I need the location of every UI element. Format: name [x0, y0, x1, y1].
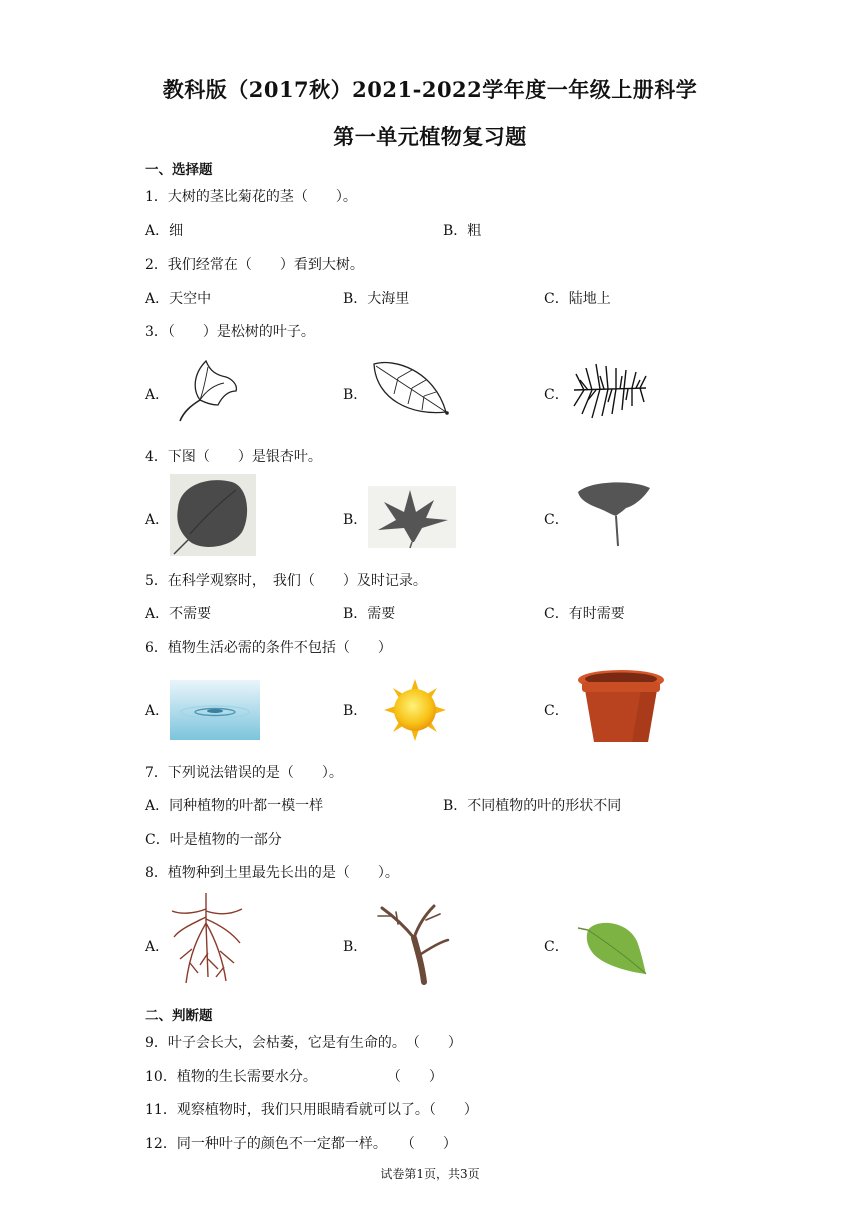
section-heading-choice: 一、选择题 — [145, 162, 213, 178]
option-a: A．细 — [145, 223, 184, 239]
option-b: B． — [343, 703, 368, 719]
judgement-item: 12．同一种叶子的颜色不一定都一样。 （ ） — [145, 1136, 457, 1152]
option-b: B．需要 — [343, 606, 396, 622]
option-c: C．有时需要 — [544, 606, 625, 622]
question-stem: 3．（ ）是松树的叶子。 — [145, 324, 315, 340]
option-b: B．大海里 — [343, 291, 410, 307]
question-stem: 7．下列说法错误的是（ ）。 — [145, 765, 343, 781]
option-c: C． — [544, 387, 569, 403]
round-leaf-photo-icon — [170, 474, 256, 556]
tree-branch-icon — [374, 902, 452, 984]
page-subtitle: 第一单元植物复习题 — [333, 124, 527, 149]
option-a: A．不需要 — [145, 606, 212, 622]
sun-icon — [384, 679, 446, 741]
option-b: B．粗 — [443, 223, 482, 239]
option-c: C． — [544, 703, 569, 719]
judgement-item: 10．植物的生长需要水分。 （ ） — [145, 1069, 443, 1085]
option-a: A．天空中 — [145, 291, 212, 307]
option-a: A． — [145, 512, 170, 528]
ginkgo-leaf-outline-icon — [170, 355, 242, 425]
question-stem: 1．大树的茎比菊花的茎（ ）。 — [145, 189, 357, 205]
green-leaf-icon — [576, 918, 648, 976]
option-c: C．陆地上 — [544, 291, 611, 307]
question-stem: 8．植物种到土里最先长出的是（ ）。 — [145, 865, 399, 881]
question-stem: 6．植物生活必需的条件不包括（ ） — [145, 640, 392, 656]
question-stem: 4．下图（ ）是银杏叶。 — [145, 449, 322, 465]
page-title: 教科版（2017秋）2021-2022学年度一年级上册科学 — [162, 77, 698, 102]
maple-leaf-photo-icon — [368, 486, 456, 548]
option-a: A．同种植物的叶都一模一样 — [145, 798, 324, 814]
option-c: C． — [544, 512, 569, 528]
oval-leaf-outline-icon — [368, 360, 450, 418]
option-a: A． — [145, 703, 170, 719]
option-b: B． — [343, 387, 368, 403]
roots-icon — [168, 893, 244, 985]
ginkgo-leaf-photo-icon — [574, 478, 654, 548]
section-heading-judgement: 二、判断题 — [145, 1008, 213, 1024]
water-drop-ripple-icon — [170, 680, 260, 740]
option-b: B． — [343, 939, 368, 955]
judgement-item: 11．观察植物时，我们只用眼睛看就可以了。（ ） — [145, 1102, 478, 1118]
flower-pot-icon — [576, 668, 666, 748]
option-b: B．不同植物的叶的形状不同 — [443, 798, 622, 814]
option-c: C． — [544, 939, 569, 955]
question-stem: 5．在科学观察时， 我们（ ）及时记录。 — [145, 573, 427, 589]
page-footer: 试卷第1页，共3页 — [380, 1167, 480, 1181]
option-a: A． — [145, 939, 170, 955]
judgement-item: 9．叶子会长大，会枯萎，它是有生命的。 （ ） — [145, 1035, 462, 1051]
option-a: A． — [145, 387, 170, 403]
option-c: C．叶是植物的一部分 — [145, 832, 282, 848]
pine-needles-icon — [570, 360, 650, 422]
question-stem: 2．我们经常在（ ）看到大树。 — [145, 257, 364, 273]
option-b: B． — [343, 512, 368, 528]
